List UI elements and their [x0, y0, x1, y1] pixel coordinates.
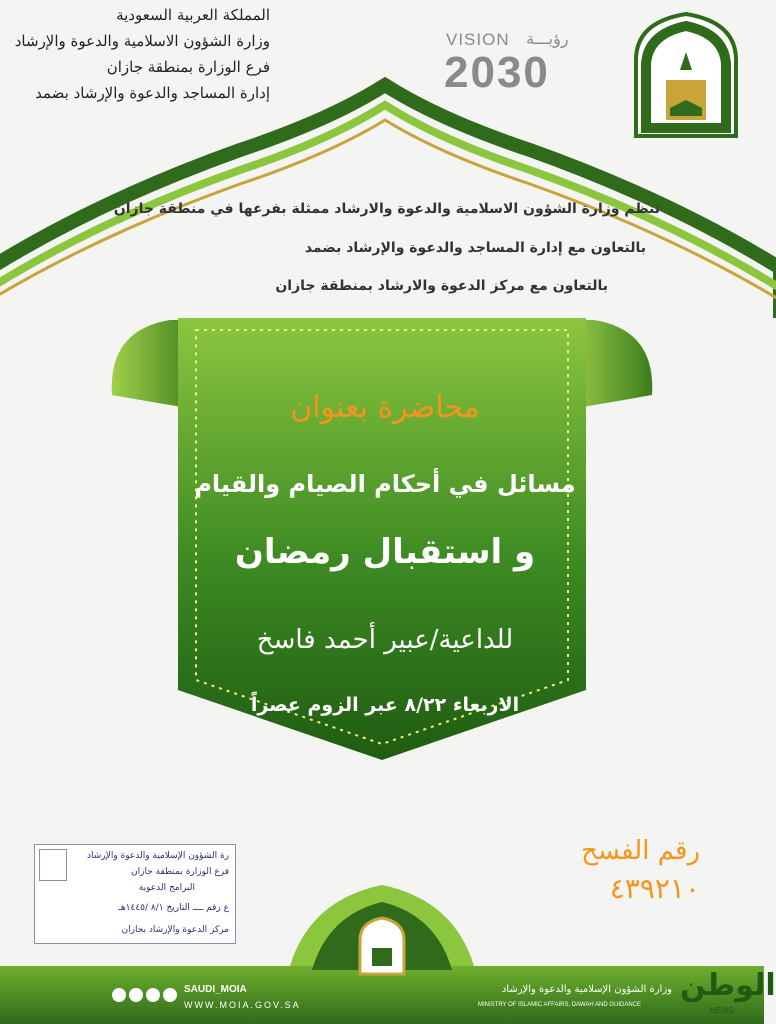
lecture-speaker: للداعية/عبير أحمد فاسخ	[256, 625, 514, 655]
alwatan-news-text: NEWS	[710, 1006, 734, 1015]
stamp-line-5: مركز الدعوة والإرشاد بجازان	[121, 925, 229, 935]
footer-ministry-logo	[356, 916, 408, 976]
stamp-line-4: ع رقم ــــ التاريخ ٨/١ /١٤٤٥هـ	[118, 903, 229, 913]
facebook-icon[interactable]	[146, 988, 160, 1002]
footer-ministry-en: MINISTRY OF ISLAMIC AFFAIRS, DAWAH AND GUIDANCE	[478, 1002, 642, 1008]
alwatan-watermark	[680, 960, 776, 1020]
stamp-emblem-icon	[39, 849, 67, 881]
header-branch: فرع الوزارة بمنطقة جازان	[106, 58, 270, 76]
vision-2030-logo	[446, 30, 576, 100]
lecture-heading: محاضرة بعنوان	[290, 390, 480, 425]
instagram-icon[interactable]	[129, 988, 143, 1002]
stamp-line-1: رة الشؤون الإسلامية والدعوة والإرشاد	[87, 851, 229, 861]
header-kingdom: المملكة العربية السعودية	[116, 6, 270, 24]
permit-number: ٤٣٩٢١٠	[609, 872, 700, 905]
vision-word: VISION	[446, 30, 510, 49]
organizer-line-2: بالتعاون مع إدارة المساجد والدعوة والإرشاد بضمد	[304, 240, 646, 256]
footer-ministry-ar: وزارة الشؤون الإسلامية والدعوة والإرشاد	[501, 984, 672, 995]
vision-arabic: رؤيـــة	[526, 29, 569, 48]
social-icons	[112, 988, 176, 1004]
ministry-logo	[630, 10, 742, 140]
permit-label: رقم الفسح	[581, 836, 700, 866]
lecture-title-line-1: مسائل في أحكام الصيام والقيام	[194, 470, 576, 498]
footer-handle[interactable]: SAUDI_MOIA	[184, 984, 247, 995]
footer-website[interactable]: WWW.MOIA.GOV.SA	[184, 1000, 301, 1010]
youtube-icon[interactable]	[112, 988, 126, 1002]
lecture-title-line-2: و استقبال رمضان	[234, 532, 536, 572]
header-department: إدارة المساجد والدعوة والإرشاد بضمد	[35, 84, 270, 102]
twitter-icon[interactable]	[163, 988, 177, 1002]
lecture-time: الاربعاء ٨/٢٢ عبر الزوم عصراً	[250, 694, 520, 716]
stamp-line-3: البرامج الدعوية	[138, 883, 195, 893]
stamp-line-2: فرع الوزارة بمنطقة جازان	[131, 867, 229, 877]
header-ministry: وزارة الشؤون الاسلامية والدعوة والإرشاد	[14, 32, 270, 50]
alwatan-logo-text: الوطن	[680, 968, 776, 1003]
vision-year: 2030	[444, 48, 550, 97]
organizer-line-3: بالتعاون مع مركز الدعوة والارشاد بمنطقة جازان	[275, 278, 608, 294]
organizer-line-1: تنظم وزارة الشؤون الاسلامية والدعوة والارشاد ممثلة بفرعها في منطقة جازان	[113, 201, 660, 217]
approval-stamp	[34, 844, 236, 944]
